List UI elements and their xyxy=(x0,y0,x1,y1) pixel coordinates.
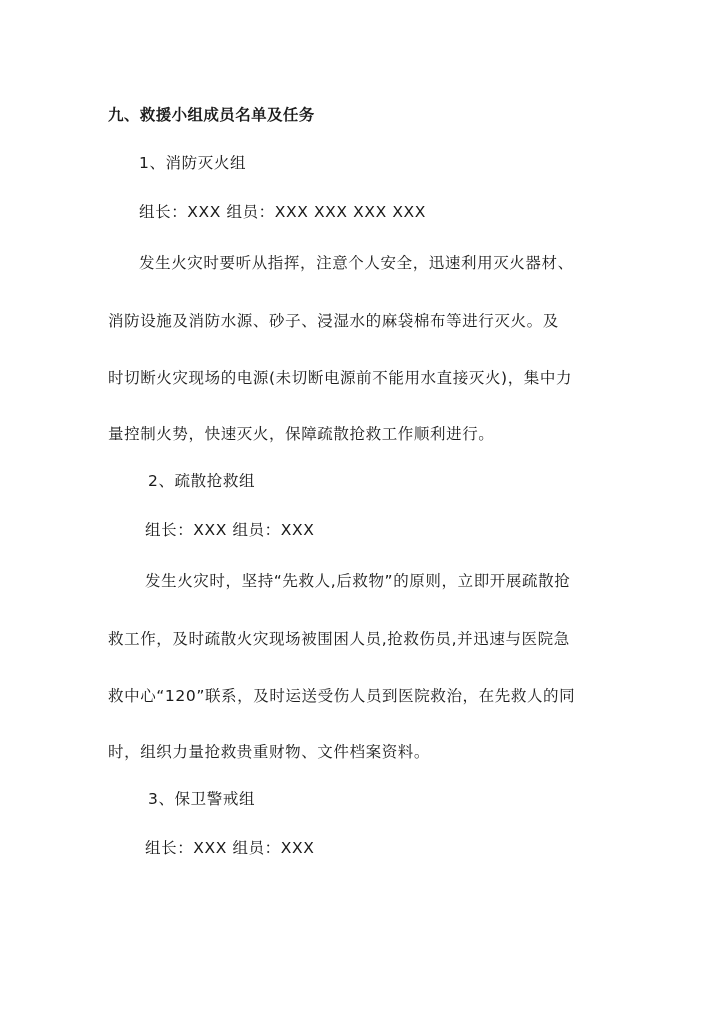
subsection-title-evacuation: 2、疏散抢救组 xyxy=(148,472,256,490)
paragraph-line: 量控制火势，快速灭火，保障疏散抢救工作顺利进行。 xyxy=(108,425,495,443)
paragraph-line: 时，组织力量抢救贵重财物、文件档案资料。 xyxy=(108,743,431,761)
section-heading: 九、救援小组成员名单及任务 xyxy=(108,106,315,124)
paragraph-line: 时切断火灾现场的电源(未切断电源前不能用水直接灭火)，集中力 xyxy=(108,369,573,387)
members-evacuation: 组长：XXX 组员：XXX xyxy=(145,521,315,539)
subsection-title-firefighting: 1、消防灭火组 xyxy=(139,154,247,172)
paragraph-line: 发生火灾时要听从指挥，注意个人安全，迅速利用灭火器材、 xyxy=(139,254,574,272)
paragraph-line: 救中心“120”联系，及时运送受伤人员到医院救治，在先救人的同 xyxy=(108,687,576,705)
members-firefighting: 组长：XXX 组员：XXX XXX XXX XXX xyxy=(139,203,426,221)
paragraph-line: 消防设施及消防水源、砂子、浸湿水的麻袋棉布等进行灭火。及 xyxy=(108,312,559,330)
subsection-title-security: 3、保卫警戒组 xyxy=(148,790,256,808)
members-security: 组长：XXX 组员：XXX xyxy=(145,839,315,857)
paragraph-line: 发生火灾时，坚持“先救人,后救物”的原则，立即开展疏散抢 xyxy=(145,572,571,590)
paragraph-line: 救工作，及时疏散火灾现场被围困人员,抢救伤员,并迅速与医院急 xyxy=(108,630,570,648)
